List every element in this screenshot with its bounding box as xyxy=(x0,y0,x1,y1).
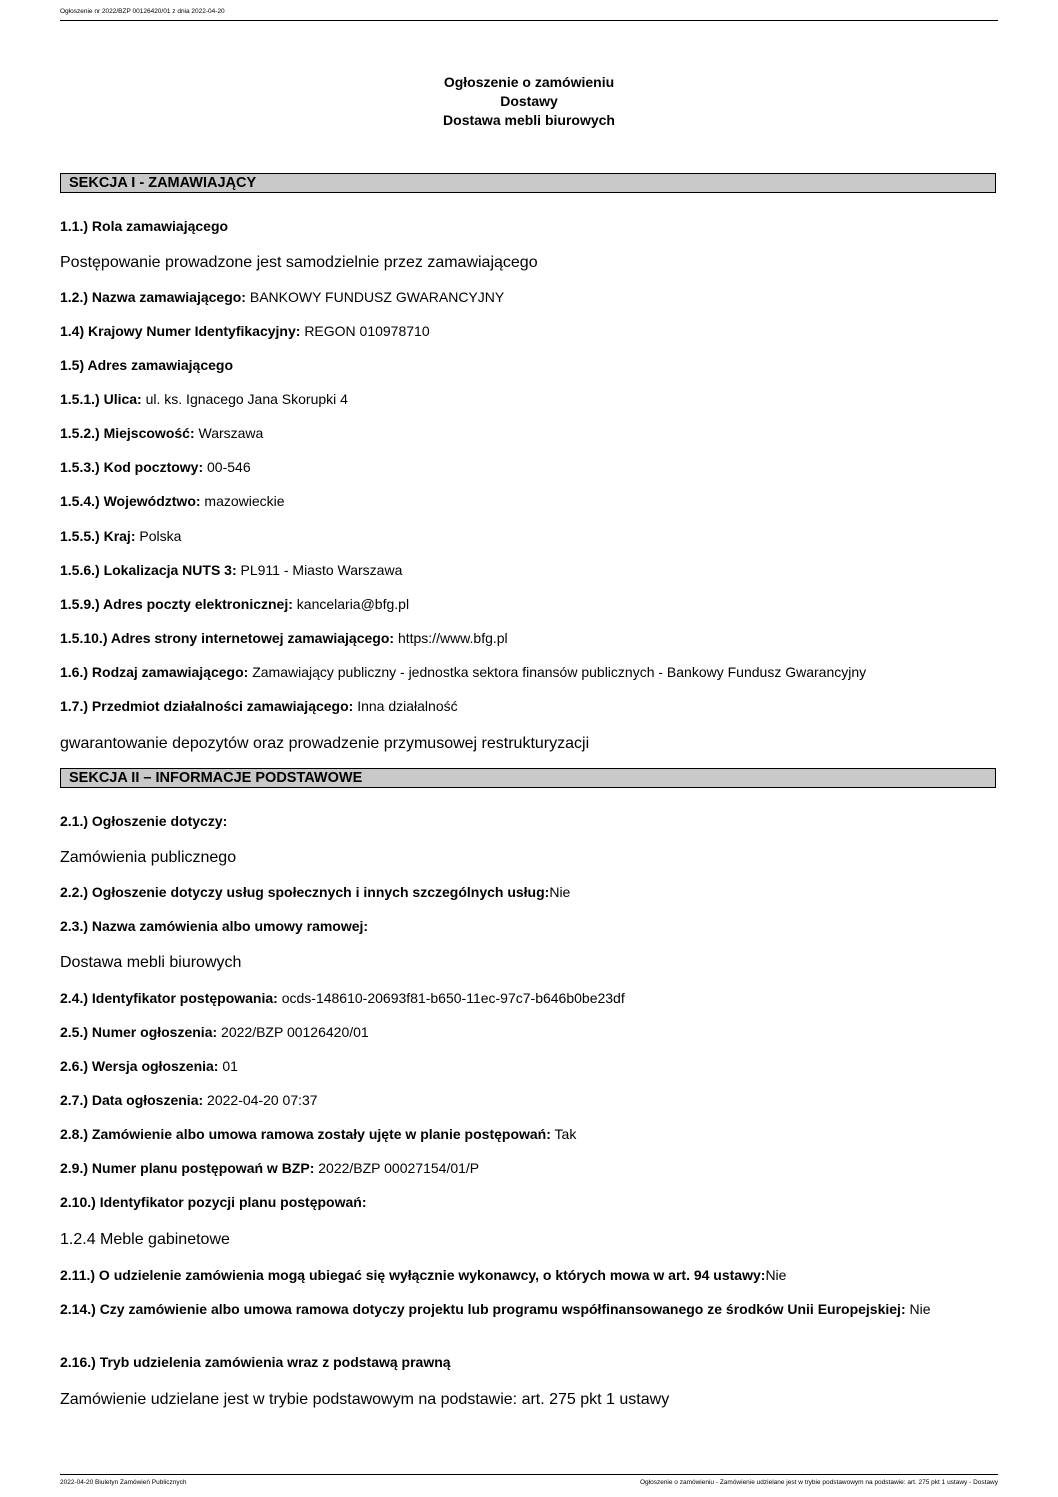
field-label: 2.11.) O udzielenie zamówienia mogą ubiegać się wyłącznie wykonawcy, o których mowa w art. 94 ustawy: xyxy=(60,1267,766,1283)
field-label: 2.14.) Czy zamówienie albo umowa ramowa dotyczy projektu lub programu współfinansowanego ze środków Unii Europejskiej: xyxy=(60,1301,906,1317)
field-label: 1.1.) Rola zamawiającego xyxy=(60,218,229,234)
field-value: Nie xyxy=(765,1267,787,1283)
field-www xyxy=(60,630,1000,647)
field-value: BANKOWY FUNDUSZ GWARANCYJNY xyxy=(249,289,505,305)
field-label: 1.5.1.) Ulica: xyxy=(60,391,142,407)
field-value: PL911 - Miasto Warszawa xyxy=(240,562,403,578)
field-miejscowosc xyxy=(60,425,1000,442)
field-2-1 xyxy=(60,813,1000,830)
field-2-10 xyxy=(60,1194,1000,1211)
footer-right: Ogłoszenie o zamówieniu - Zamówienie udzielane jest w trybie podstawowym na podstawie: art. 275 pkt 1 ustawy - Dostawy xyxy=(639,1479,998,1486)
field-2-3-value: Dostawa mebli biurowych xyxy=(60,954,242,971)
footer-left: 2022-04-20 Biuletyn Zamówień Publicznych xyxy=(60,1479,187,1486)
field-label: 1.5.2.) Miejscowość: xyxy=(60,425,195,441)
field-rola-value: Postępowanie prowadzone jest samodzielnie przez zamawiającego xyxy=(60,254,538,271)
field-label: 1.6.) Rodzaj zamawiającego: xyxy=(60,664,249,680)
field-label: 2.7.) Data ogłoszenia: xyxy=(60,1092,204,1108)
field-value: 2022-04-20 07:37 xyxy=(207,1092,318,1108)
field-value: Nie xyxy=(909,1301,931,1317)
field-przedmiot-text: gwarantowanie depozytów oraz prowadzenie przymusowej restrukturyzacji xyxy=(60,735,590,752)
field-label: 1.5.6.) Lokalizacja NUTS 3: xyxy=(60,562,237,578)
field-przedmiot xyxy=(60,698,1000,715)
section-1-heading: SEKCJA I - ZAMAWIAJĄCY xyxy=(60,173,996,193)
field-value: Zamawiający publiczny - jednostka sektora finansów publicznych - Bankowy Fundusz Gwarancyjny xyxy=(252,664,867,680)
field-value: Nie xyxy=(549,884,571,900)
running-header: Ogłoszenie nr 2022/BZP 00126420/01 z dnia 2022-04-20 xyxy=(60,8,225,15)
header-divider xyxy=(60,20,998,21)
field-label: 2.2.) Ogłoszenie dotyczy usług społecznych i innych szczególnych usług: xyxy=(60,884,550,900)
field-knl xyxy=(60,323,1000,340)
field-label: 2.6.) Wersja ogłoszenia: xyxy=(60,1058,219,1074)
title-line-1: Ogłoszenie o zamówieniu xyxy=(443,74,615,90)
field-2-16 xyxy=(60,1354,1000,1371)
field-email xyxy=(60,596,1000,613)
field-2-8 xyxy=(60,1126,1000,1143)
field-value: ocds-148610-20693f81-b650-11ec-97c7-b646b0be23df xyxy=(281,990,625,1006)
field-2-6 xyxy=(60,1058,1000,1075)
field-2-16-value: Zamówienie udzielane jest w trybie podstawowym na podstawie: art. 275 pkt 1 ustawy xyxy=(60,1391,670,1408)
field-label: 2.10.) Identyfikator pozycji planu postępowań: xyxy=(60,1194,367,1210)
field-label: 2.8.) Zamówienie albo umowa ramowa zostały ujęte w planie postępowań: xyxy=(60,1126,551,1142)
field-nuts xyxy=(60,562,1000,579)
title-line-2: Dostawy xyxy=(500,93,558,109)
field-nazwa xyxy=(60,289,1000,306)
field-value: 01 xyxy=(222,1058,238,1074)
field-label: 1.5.4.) Województwo: xyxy=(60,493,201,509)
field-value: Tak xyxy=(554,1126,577,1142)
field-ulica xyxy=(60,391,1000,408)
field-value: Inna działalność xyxy=(357,698,458,714)
field-value: Warszawa xyxy=(198,425,264,441)
field-rodzaj xyxy=(60,664,1000,681)
field-value: REGON 010978710 xyxy=(304,323,430,339)
footer-divider xyxy=(60,1474,998,1475)
section-2-heading: SEKCJA II – INFORMACJE PODSTAWOWE xyxy=(60,768,996,788)
field-label: 1.5) Adres zamawiającego xyxy=(60,357,234,373)
field-label: 2.5.) Numer ogłoszenia: xyxy=(60,1024,218,1040)
field-label: 2.3.) Nazwa zamówienia albo umowy ramowej: xyxy=(60,918,369,934)
field-value: 2022/BZP 00027154/01/P xyxy=(318,1160,480,1176)
field-value: 2022/BZP 00126420/01 xyxy=(221,1024,369,1040)
field-wojewodztwo xyxy=(60,493,1000,510)
field-adres xyxy=(60,357,1000,374)
field-2-5 xyxy=(60,1024,1000,1041)
title-line-3: Dostawa mebli biurowych xyxy=(443,112,615,128)
field-label: 1.5.5.) Kraj: xyxy=(60,528,136,544)
field-label: 2.16.) Tryb udzielenia zamówienia wraz z podstawą prawną xyxy=(60,1354,451,1370)
field-label: 1.5.9.) Adres poczty elektronicznej: xyxy=(60,596,293,612)
field-label: 1.5.3.) Kod pocztowy: xyxy=(60,459,204,475)
field-2-2 xyxy=(60,884,1000,901)
document-title xyxy=(0,73,1058,130)
field-2-14 xyxy=(60,1301,940,1318)
field-2-10-value: 1.2.4 Meble gabinetowe xyxy=(60,1231,230,1248)
field-label: 1.2.) Nazwa zamawiającego: xyxy=(60,289,246,305)
field-kraj xyxy=(60,528,1000,545)
field-label: 1.5.10.) Adres strony internetowej zamawiającego: xyxy=(60,630,395,646)
field-label: 1.4) Krajowy Numer Identyfikacyjny: xyxy=(60,323,301,339)
field-label: 2.9.) Numer planu postępowań w BZP: xyxy=(60,1160,315,1176)
field-value: ul. ks. Ignacego Jana Skorupki 4 xyxy=(145,391,348,407)
field-2-11 xyxy=(60,1267,1000,1284)
field-2-3 xyxy=(60,918,1000,935)
field-kod xyxy=(60,459,1000,476)
field-value: kancelaria@bfg.pl xyxy=(296,596,410,612)
field-label: 2.1.) Ogłoszenie dotyczy: xyxy=(60,813,228,829)
field-2-9 xyxy=(60,1160,1000,1177)
field-label: 1.7.) Przedmiot działalności zamawiającego: xyxy=(60,698,354,714)
field-2-7 xyxy=(60,1092,1000,1109)
field-value: Polska xyxy=(139,528,182,544)
field-value: mazowieckie xyxy=(204,493,285,509)
field-label: 2.4.) Identyfikator postępowania: xyxy=(60,990,278,1006)
field-2-4 xyxy=(60,990,1000,1007)
field-rola-label xyxy=(60,218,1000,235)
field-value: https://www.bfg.pl xyxy=(397,630,508,646)
field-2-1-value: Zamówienia publicznego xyxy=(60,849,237,866)
field-value: 00-546 xyxy=(207,459,251,475)
